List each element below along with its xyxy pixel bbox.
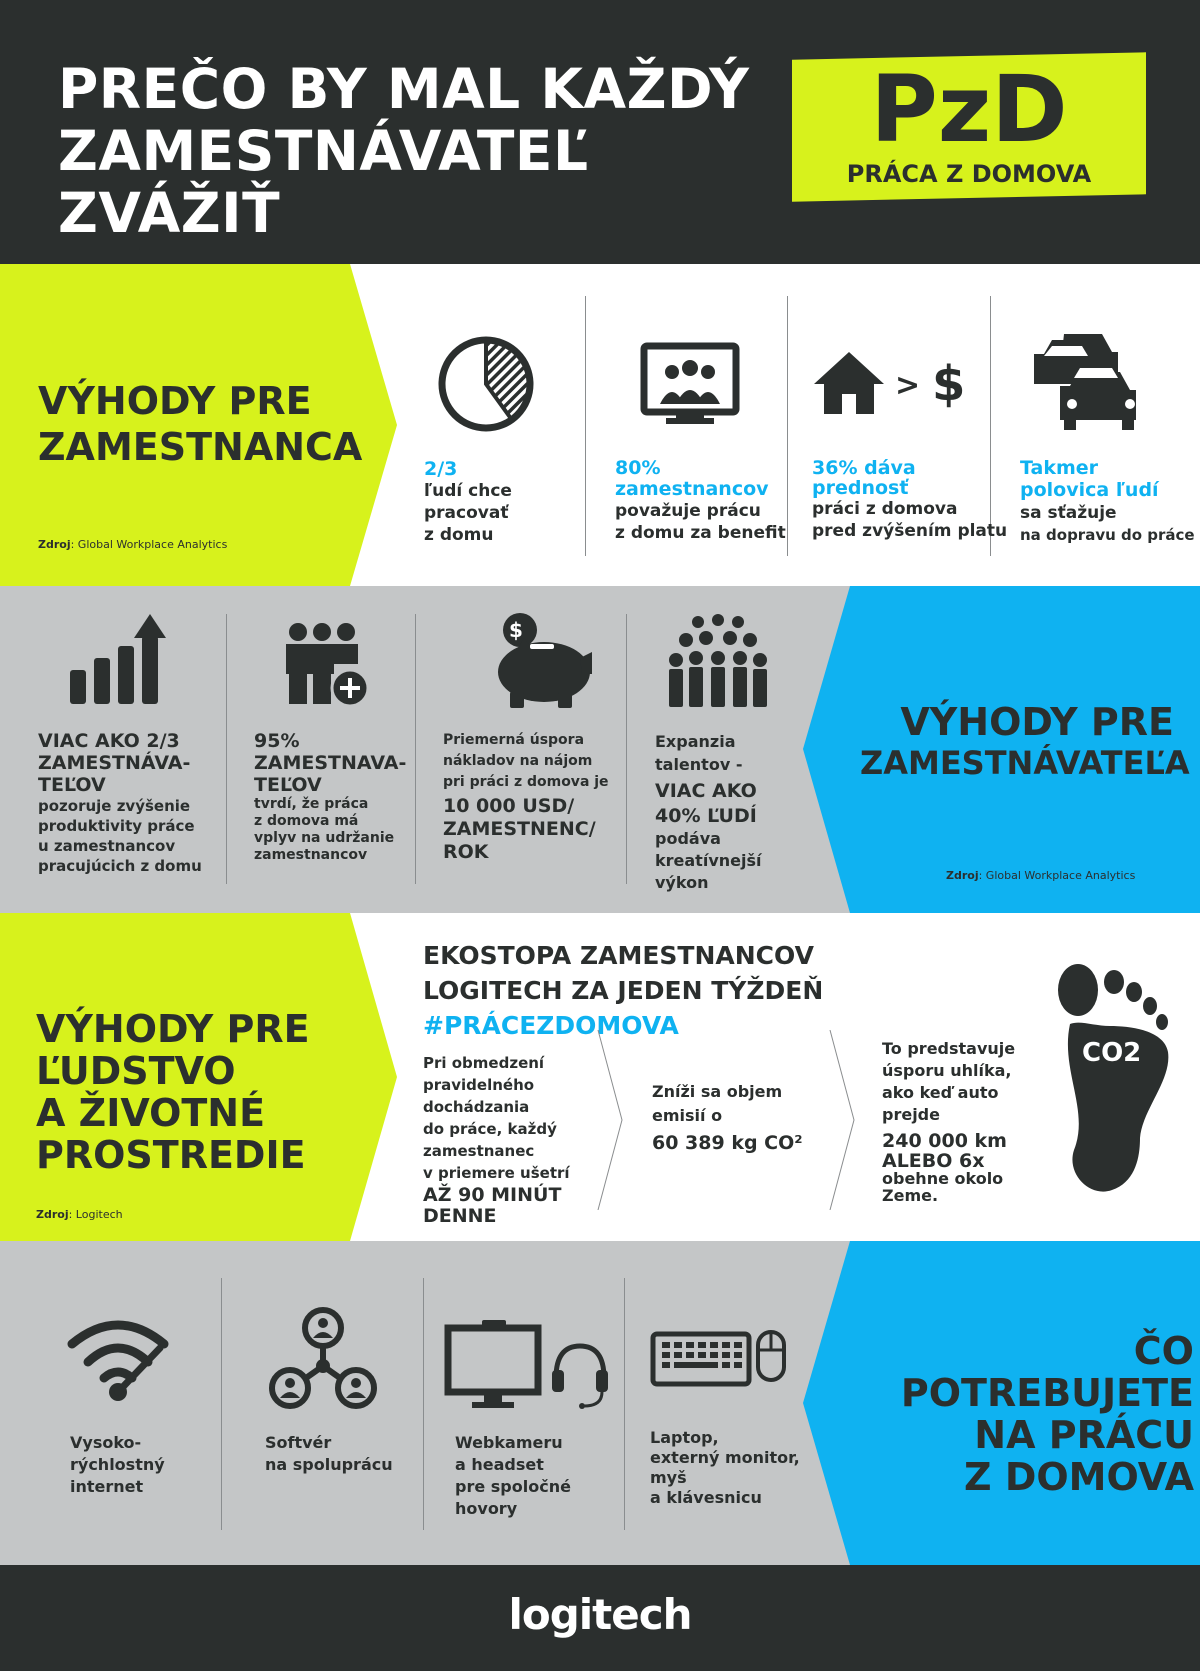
stat-line: ľudí chce bbox=[424, 481, 512, 501]
eco-highlight: 240 000 km bbox=[882, 1130, 1007, 1152]
employee-section-title bbox=[38, 378, 362, 470]
stat-highlight: Takmer bbox=[1020, 457, 1099, 479]
stat-line: pri práci z domova je bbox=[443, 774, 609, 790]
eco-line: v priemere ušetrí bbox=[423, 1164, 570, 1182]
ecofootprint-heading bbox=[423, 938, 823, 1043]
eco-line: úsporu uhlíka, bbox=[882, 1061, 1012, 1080]
eco-line: zamestnanec bbox=[423, 1142, 535, 1160]
need-line: a klávesnicu bbox=[650, 1488, 762, 1507]
stat-highlight: ZAMESTNÁVA- bbox=[38, 752, 191, 774]
stat-line: z domu bbox=[424, 525, 494, 545]
pie-chart-icon bbox=[436, 334, 536, 434]
eco-highlight: DENNE bbox=[423, 1205, 497, 1227]
dollar-icon: $ bbox=[932, 356, 966, 412]
stat-highlight: 10 000 USD/ bbox=[443, 795, 575, 817]
stat-line: pracovať bbox=[424, 503, 509, 523]
eco-line: emisií o bbox=[652, 1106, 723, 1125]
stat-highlight: ZAMESTNAVA- bbox=[254, 752, 407, 774]
chevron-divider bbox=[596, 1030, 626, 1210]
collaboration-network-icon bbox=[268, 1306, 378, 1412]
employee-source bbox=[38, 538, 227, 551]
title-line: PREČO BY MAL KAŽDÝ bbox=[58, 57, 750, 121]
eco-line: ako keď auto bbox=[882, 1083, 999, 1102]
employee-stat-4 bbox=[1020, 458, 1195, 546]
house-icon bbox=[812, 350, 886, 416]
greater-than-symbol: > bbox=[895, 368, 921, 403]
eco-col-commute bbox=[423, 1052, 570, 1226]
divider bbox=[221, 1278, 222, 1530]
stat-line: u zamestnancov bbox=[38, 837, 176, 855]
stat-line: sa sťažuje bbox=[1020, 503, 1117, 523]
need-line: Webkameru bbox=[455, 1433, 563, 1452]
title-line: ZVÁŽIŤ bbox=[58, 181, 281, 245]
eco-line: obehne okolo bbox=[882, 1169, 1004, 1188]
coin-dollar-icon: $ bbox=[509, 618, 523, 642]
eco-line: To predstavuje bbox=[882, 1039, 1016, 1058]
stat-line: podáva bbox=[655, 829, 721, 848]
source-label: Zdroj bbox=[36, 1208, 69, 1221]
stat-line: tvrdí, že práca bbox=[254, 796, 369, 812]
need-line: myš bbox=[650, 1468, 687, 1487]
eco-line: dochádzania bbox=[423, 1098, 530, 1116]
hashtag: #PRÁCEZDOMOVA bbox=[423, 1011, 679, 1040]
source-label: Zdroj bbox=[38, 538, 71, 551]
stat-line: talentov - bbox=[655, 755, 743, 774]
eco-line: do práce, každý bbox=[423, 1120, 557, 1138]
stat-line: vplyv na udržanie bbox=[254, 830, 395, 846]
stat-line: kreatívnejší bbox=[655, 851, 762, 870]
humanity-source bbox=[36, 1208, 123, 1221]
add-people-icon bbox=[284, 622, 370, 708]
employer-stat-3 bbox=[443, 730, 609, 864]
employer-source bbox=[946, 869, 1135, 882]
heading-line: EKOSTOPA ZAMESTNANCOV bbox=[423, 941, 814, 970]
need-software bbox=[265, 1432, 393, 1476]
chevron-divider bbox=[828, 1030, 858, 1210]
section-title-line: VÝHODY PRE bbox=[36, 1007, 310, 1051]
need-line: Softvér bbox=[265, 1433, 332, 1452]
growth-bars-icon bbox=[68, 614, 168, 706]
section-title-line: NA PRÁCU bbox=[974, 1413, 1194, 1457]
divider bbox=[624, 1278, 625, 1530]
need-hardware bbox=[650, 1428, 800, 1508]
needs-section-title bbox=[860, 1330, 1194, 1498]
eco-line: prejde bbox=[882, 1105, 940, 1124]
stat-highlight: 95% bbox=[254, 730, 300, 752]
stat-highlight: VIAC AKO 2/3 bbox=[38, 730, 180, 752]
stat-line: Priemerná úspora bbox=[443, 732, 585, 748]
stat-highlight: zamestnancov bbox=[615, 478, 769, 500]
keyboard-mouse-icon bbox=[650, 1328, 790, 1390]
stat-line: na dopravu do práce bbox=[1020, 526, 1195, 544]
eco-line: Zníži sa objem bbox=[652, 1082, 783, 1101]
source-text: : Logitech bbox=[68, 1208, 123, 1221]
stat-line: práci z domova bbox=[812, 499, 958, 519]
divider bbox=[423, 1278, 424, 1530]
employer-stat-4 bbox=[655, 730, 761, 894]
stat-line: z domu za benefit bbox=[615, 523, 786, 543]
wifi-speed-icon bbox=[66, 1310, 170, 1402]
divider bbox=[585, 296, 586, 556]
need-line: Vysoko- bbox=[70, 1433, 142, 1452]
employer-stat-1 bbox=[38, 730, 202, 876]
stat-highlight: 40% ĽUDÍ bbox=[655, 805, 757, 827]
employer-section-title bbox=[860, 700, 1190, 782]
need-line: internet bbox=[70, 1477, 144, 1496]
eco-highlight: 60 389 kg CO² bbox=[652, 1132, 803, 1154]
stat-line: výkon bbox=[655, 873, 709, 892]
stat-line: produktivity práce bbox=[38, 817, 195, 835]
stat-line: pozoruje zvýšenie bbox=[38, 797, 191, 815]
section-title-line: VÝHODY PRE bbox=[900, 700, 1174, 744]
eco-highlight: AŽ 90 MINÚT bbox=[423, 1184, 562, 1206]
badge-logo-text: PzD bbox=[870, 56, 1068, 163]
page-title bbox=[58, 58, 778, 244]
eco-col-distance bbox=[882, 1038, 1015, 1204]
employee-stat-3 bbox=[812, 458, 1007, 542]
eco-line: Zeme. bbox=[882, 1186, 939, 1205]
stat-line: považuje prácu bbox=[615, 501, 761, 521]
eco-col-emissions bbox=[652, 1080, 803, 1158]
section-title-line: POTREBUJETE bbox=[900, 1371, 1194, 1415]
stat-line: pracujúcich z domu bbox=[38, 857, 202, 875]
eco-line: Pri obmedzení bbox=[423, 1054, 545, 1072]
employee-stat-1 bbox=[424, 458, 512, 546]
traffic-cars-icon bbox=[1030, 326, 1140, 436]
title-line: ZAMESTNÁVATEĽ bbox=[58, 119, 589, 183]
badge-subtitle: PRÁCA Z DOMOVA bbox=[846, 160, 1092, 188]
need-line: rýchlostný bbox=[70, 1455, 165, 1474]
section-title-line: PROSTREDIE bbox=[36, 1133, 306, 1177]
stat-highlight: VIAC AKO bbox=[655, 780, 757, 802]
source-label: Zdroj bbox=[946, 869, 979, 882]
section-title-line: ČO bbox=[1133, 1329, 1194, 1373]
video-conference-icon bbox=[640, 342, 740, 426]
divider bbox=[226, 614, 227, 884]
eco-highlight: ALEBO 6x bbox=[882, 1150, 985, 1172]
stat-highlight: 80% bbox=[615, 457, 661, 479]
need-line: pre spoločné bbox=[455, 1477, 571, 1496]
stat-highlight: ZAMESTNENC/ bbox=[443, 818, 596, 840]
need-webcam bbox=[455, 1432, 571, 1520]
need-line: na spoluprácu bbox=[265, 1455, 393, 1474]
stat-highlight: prednosť bbox=[812, 477, 909, 499]
stat-highlight: 36% dáva bbox=[812, 457, 916, 479]
divider bbox=[626, 614, 627, 884]
divider bbox=[787, 296, 788, 556]
stat-highlight: TEĽOV bbox=[254, 774, 322, 796]
humanity-section-title bbox=[36, 1008, 310, 1176]
employer-stat-2 bbox=[254, 730, 406, 864]
co2-label: CO2 bbox=[1082, 1038, 1142, 1068]
section-title-line: A ŽIVOTNÉ bbox=[36, 1091, 266, 1135]
stat-highlight: polovica ľudí bbox=[1020, 479, 1159, 501]
section-title-line: ĽUDSTVO bbox=[36, 1049, 236, 1093]
stat-line: Expanzia bbox=[655, 732, 736, 751]
divider bbox=[415, 614, 416, 884]
section-title-line: ZAMESTNANCA bbox=[38, 425, 363, 469]
need-line: a headset bbox=[455, 1455, 544, 1474]
section-title-line: ZAMESTNÁVATEĽA bbox=[860, 744, 1190, 782]
stat-line: zamestnancov bbox=[254, 847, 368, 863]
stat-highlight: TEĽOV bbox=[38, 774, 106, 796]
piggy-bank-icon bbox=[488, 612, 596, 710]
stat-highlight: ROK bbox=[443, 841, 489, 863]
employee-stat-2 bbox=[615, 458, 786, 544]
eco-line: pravidelného bbox=[423, 1076, 535, 1094]
stat-line: nákladov na nájom bbox=[443, 753, 593, 769]
need-line: Laptop, bbox=[650, 1428, 719, 1447]
heading-line: LOGITECH ZA JEDEN TÝŽDEŇ bbox=[423, 976, 824, 1005]
section-title-line: Z DOMOVA bbox=[964, 1455, 1194, 1499]
need-line: externý monitor, bbox=[650, 1448, 800, 1467]
footprint-icon bbox=[1050, 960, 1180, 1200]
logitech-logo: logitech bbox=[508, 1590, 692, 1639]
need-line: hovory bbox=[455, 1499, 518, 1518]
need-internet bbox=[70, 1432, 165, 1498]
stat-line: pred zvýšením platu bbox=[812, 521, 1008, 541]
stat-highlight: 2/3 bbox=[424, 458, 458, 480]
source-text: : Global Workplace Analytics bbox=[978, 869, 1136, 882]
stat-line: z domova má bbox=[254, 813, 359, 829]
crowd-icon bbox=[668, 614, 768, 708]
source-text: : Global Workplace Analytics bbox=[70, 538, 228, 551]
section-title-line: VÝHODY PRE bbox=[38, 379, 312, 423]
monitor-headset-icon bbox=[444, 1318, 614, 1412]
